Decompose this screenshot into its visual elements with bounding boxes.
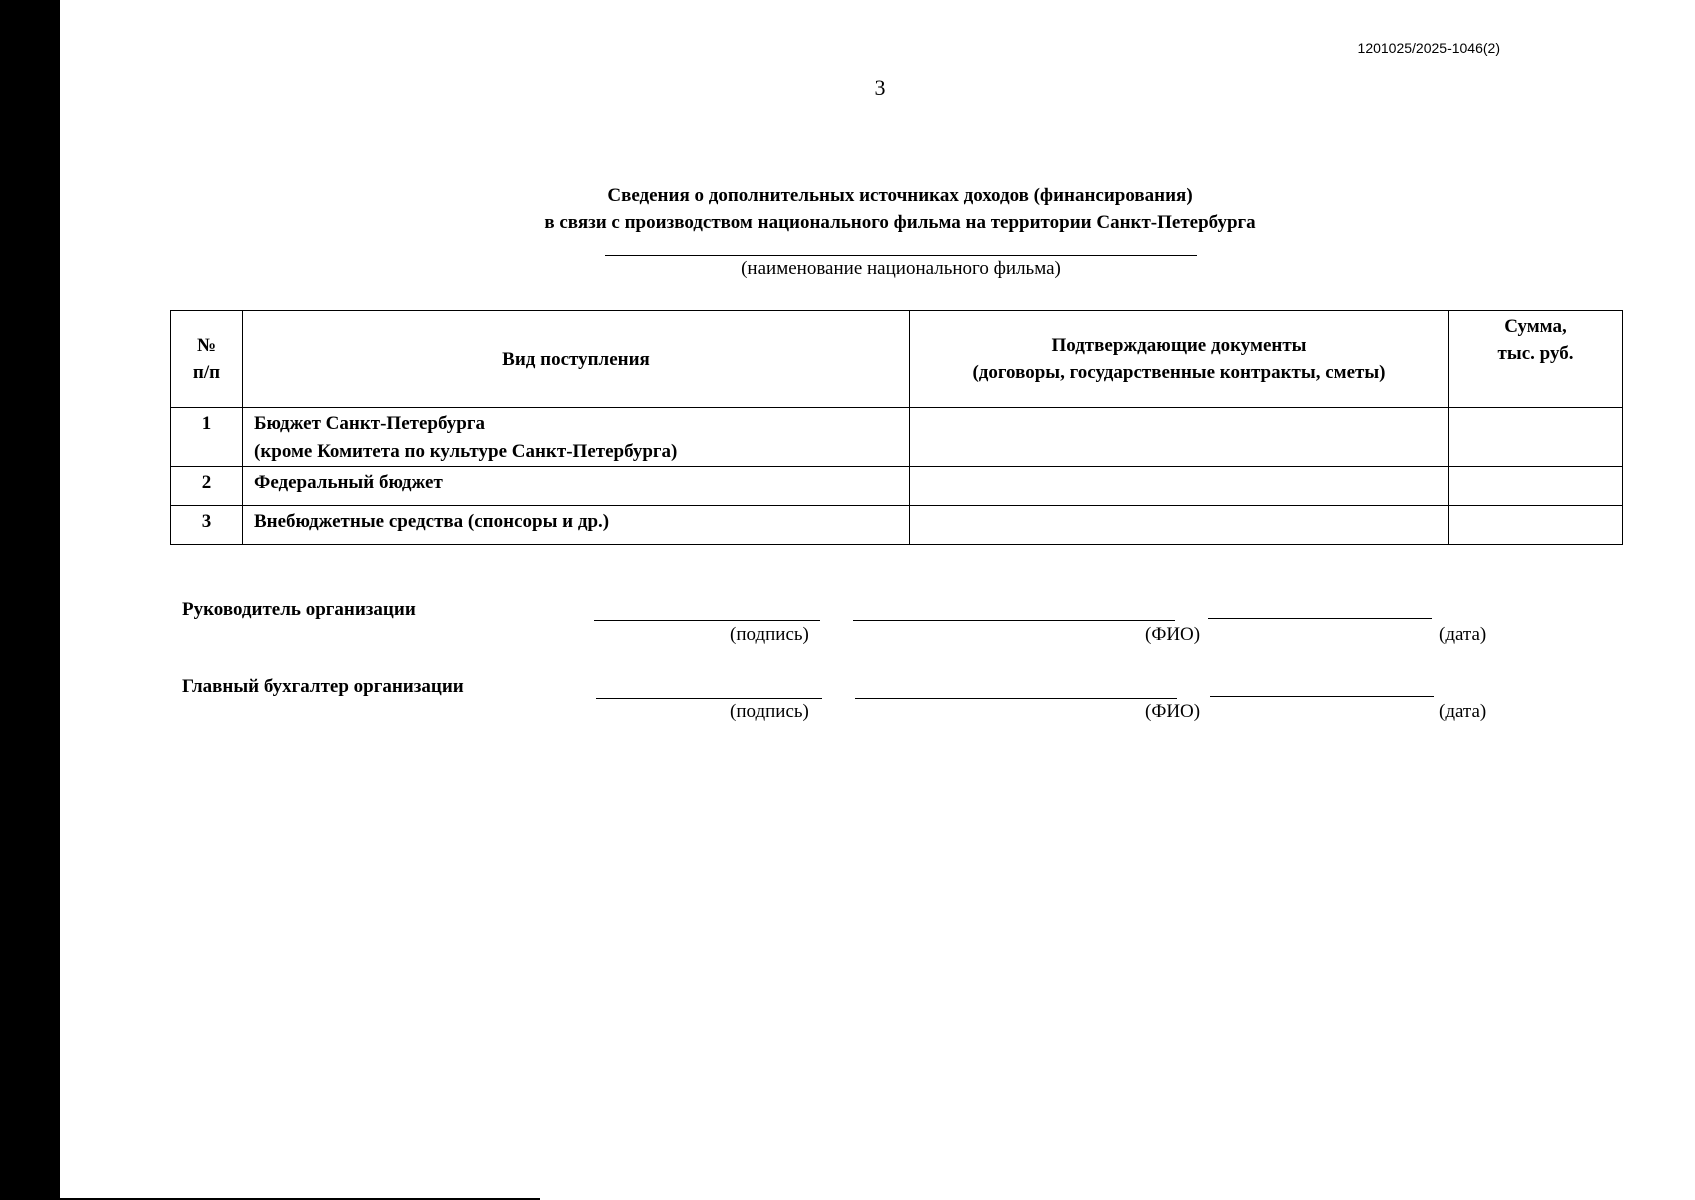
row-number: 2 bbox=[171, 467, 243, 506]
table-row bbox=[171, 408, 1623, 467]
row-documents-cell[interactable] bbox=[910, 408, 1449, 467]
signature-line-director[interactable] bbox=[594, 620, 820, 621]
name-caption-director: (ФИО) bbox=[1145, 624, 1201, 645]
row-kind: Федеральный бюджет bbox=[243, 467, 910, 506]
document-number: 1201025/2025-1046(2) bbox=[1357, 40, 1500, 56]
page-number: 3 bbox=[874, 75, 886, 100]
row-kind-line-1: Бюджет Санкт-Петербурга bbox=[254, 413, 485, 434]
date-caption-director: (дата) bbox=[1439, 624, 1487, 645]
row-kind: Внебюджетные средства (спонсоры и др.) bbox=[243, 506, 910, 545]
header-documents-line-2: (договоры, государственные контракты, сметы) bbox=[972, 362, 1386, 383]
signature-role-accountant: Главный бухгалтер организации bbox=[182, 676, 464, 697]
row-sum-cell[interactable] bbox=[1449, 506, 1623, 545]
document-title bbox=[400, 182, 1400, 236]
header-number-line-2: п/п bbox=[192, 362, 221, 383]
header-documents bbox=[910, 311, 1449, 408]
film-name-line bbox=[605, 255, 1197, 256]
row-documents-cell[interactable] bbox=[910, 506, 1449, 545]
signature-caption-director: (подпись) bbox=[730, 624, 809, 645]
scan-dark-edge bbox=[0, 0, 60, 1200]
table-row bbox=[171, 506, 1623, 545]
signature-caption-accountant: (подпись) bbox=[730, 701, 809, 722]
header-kind: Вид поступления bbox=[243, 311, 910, 408]
header-sum-line-1: Сумма, bbox=[1504, 316, 1567, 337]
row-sum-cell[interactable] bbox=[1449, 408, 1623, 467]
row-kind bbox=[243, 408, 910, 467]
title-line-1: Сведения о дополнительных источниках доходов (финансирования) bbox=[607, 185, 1193, 206]
date-caption-accountant: (дата) bbox=[1439, 701, 1487, 722]
header-number bbox=[171, 311, 243, 408]
signature-line-accountant[interactable] bbox=[596, 698, 822, 699]
header-sum bbox=[1449, 311, 1623, 408]
row-sum-cell[interactable] bbox=[1449, 467, 1623, 506]
title-line-2: в связи с производством национального фильма на территории Санкт-Петербурга bbox=[544, 212, 1256, 233]
name-line-accountant[interactable] bbox=[855, 698, 1177, 699]
name-caption-accountant: (ФИО) bbox=[1145, 701, 1201, 722]
film-name-caption: (наименование национального фильма) bbox=[741, 258, 1061, 279]
row-documents-cell[interactable] bbox=[910, 467, 1449, 506]
table-header-row bbox=[171, 311, 1623, 408]
date-line-accountant[interactable] bbox=[1210, 696, 1434, 697]
income-sources-table bbox=[170, 310, 1623, 545]
date-line-director[interactable] bbox=[1208, 618, 1432, 619]
header-sum-line-2: тыс. руб. bbox=[1497, 343, 1574, 364]
row-number: 3 bbox=[171, 506, 243, 545]
header-number-line-1: № bbox=[196, 335, 217, 356]
name-line-director[interactable] bbox=[853, 620, 1175, 621]
row-number: 1 bbox=[171, 408, 243, 467]
header-documents-line-1: Подтверждающие документы bbox=[1051, 335, 1307, 356]
signature-role-director: Руководитель организации bbox=[182, 599, 416, 620]
table-row bbox=[171, 467, 1623, 506]
row-kind-line-2: (кроме Комитета по культуре Санкт-Петербурга) bbox=[254, 441, 678, 462]
